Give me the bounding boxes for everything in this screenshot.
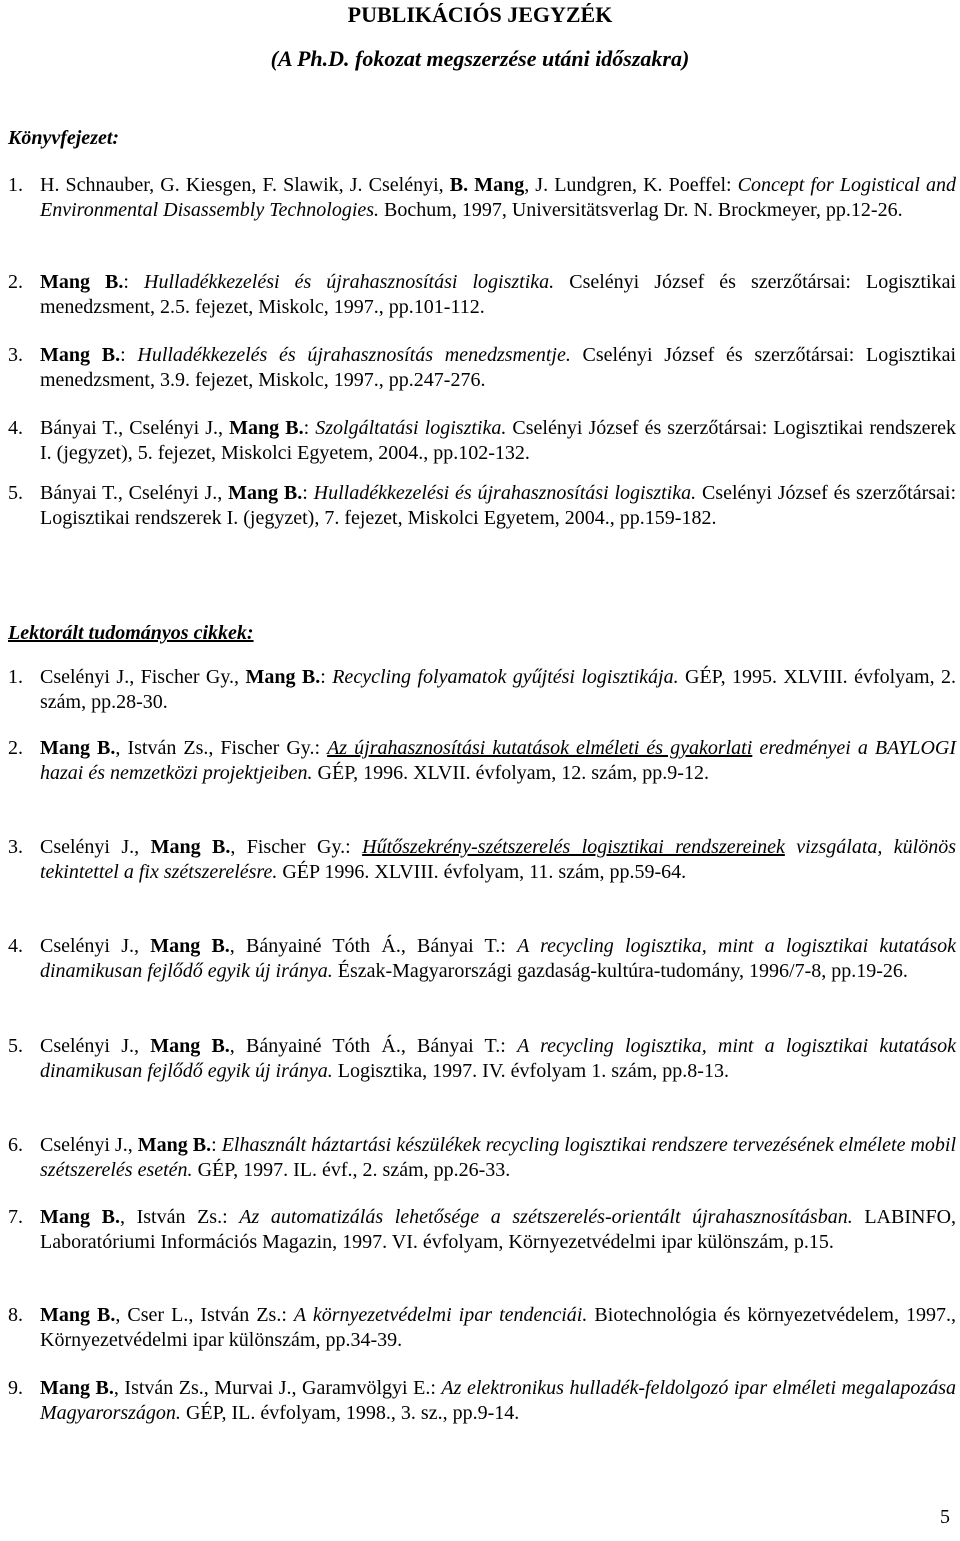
- citation-text: Cselényi József és szerzőtársai: Logisztikai rendszerek I. (jegyzet), 5. fejezet, Miskolci Egyetem, 2004., pp.102-132.: [40, 417, 957, 464]
- citation-text: :: [211, 1134, 222, 1156]
- author-name: Mang B.: [137, 1134, 212, 1156]
- citation-text: Cselényi József és szerzőtársai: Logisztikai menedzsment, 2.5. fejezet, Miskolc, 1997., pp.101-112.: [40, 271, 956, 318]
- citation-text: :: [303, 417, 316, 439]
- item-citation: [40, 1034, 956, 1083]
- publication-title: Concept for Logistical and Environmental Disassembly Technologies.: [40, 174, 956, 221]
- item-number: 8.: [8, 1304, 23, 1326]
- item-number: 1.: [8, 666, 23, 688]
- author-name: Mang B.: [40, 1304, 116, 1326]
- publication-title: Hulladékkezelési és újrahasznosítási logisztika.: [144, 271, 555, 293]
- author-name: Mang B.: [150, 935, 230, 957]
- citation-text: , Fischer Gy.:: [230, 836, 363, 858]
- publication-title: A recycling logisztika, mint a logisztikai kutatások dinamikusan fejlődő egyik új iránya.: [40, 935, 956, 982]
- publication-title: Hulladékkezelési és újrahasznosítási logisztika.: [313, 482, 697, 504]
- publication-title: vizsgálata, különös tekintettel a fix szétszerelésre.: [40, 836, 956, 883]
- citation-text: GÉP 1996. XLVIII. évfolyam, 11. szám, pp.59-64.: [277, 860, 687, 883]
- citation-text: H. Schnauber, G. Kiesgen, F. Slawik, J. Cselényi,: [40, 174, 450, 196]
- author-name: Mang B.: [229, 417, 304, 439]
- citation-text: , Cser L., István Zs.:: [115, 1304, 294, 1326]
- citation-text: Észak-Magyarországi gazdaság-kultúra-tudomány, 1996/7-8, pp.19-26.: [332, 959, 908, 982]
- article-item: [8, 835, 956, 884]
- book-chapter-item: [8, 481, 956, 530]
- item-number: 4.: [8, 417, 23, 439]
- citation-text: Cselényi József és szerzőtársai: Logisztikai rendszerek I. (jegyzet), 7. fejezet, Miskolci Egyetem, 2004., pp.159-182.: [40, 482, 957, 529]
- item-number: 6.: [8, 1134, 23, 1156]
- author-name: Mang B.: [228, 482, 303, 504]
- item-citation: [40, 1376, 956, 1425]
- citation-text: , István Zs.:: [119, 1206, 240, 1228]
- item-citation: [40, 665, 956, 714]
- citation-text: [785, 836, 796, 858]
- publication-title: A környezetvédelmi ipar tendenciái.: [293, 1304, 588, 1326]
- article-item: [8, 665, 956, 714]
- page-title: PUBLIKÁCIÓS JEGYZÉK: [347, 2, 613, 27]
- section-heading-book-chapters: Könyvfejezet:: [8, 127, 120, 149]
- article-item: [8, 1133, 956, 1182]
- citation-text: Cselényi J.,: [40, 1134, 138, 1156]
- author-name: Mang B.: [245, 666, 321, 688]
- citation-text: , J. Lundgren, K. Poeffel:: [524, 174, 738, 196]
- citation-text: Biotechnológia és környezetvédelem, 1997., Környezetvédelmi ipar különszám, pp.34-39.: [40, 1304, 956, 1351]
- item-citation: [40, 1205, 956, 1254]
- publication-title: Szolgáltatási logisztika.: [315, 417, 507, 439]
- item-citation: [40, 934, 956, 983]
- citation-text: Cselényi József és szerzőtársai: Logisztikai menedzsment, 3.9. fejezet, Miskolc, 1997., pp.247-276.: [40, 344, 957, 391]
- citation-text: Logisztika, 1997. IV. évfolyam 1. szám, pp.8-13.: [332, 1059, 729, 1082]
- author-name: Mang B.: [40, 737, 116, 759]
- book-chapter-item: [8, 270, 956, 319]
- item-number: 2.: [8, 271, 23, 293]
- citation-text: Bányai T., Cselényi J.,: [40, 482, 229, 504]
- publication-title: Az újrahasznosítási kutatások elméleti és gyakorlati: [327, 737, 753, 759]
- citation-text: Cselényi J.,: [40, 836, 151, 858]
- article-item: [8, 1376, 956, 1425]
- citation-text: , István Zs., Murvai J., Garamvölgyi E.:: [113, 1377, 442, 1399]
- item-citation: [40, 1303, 956, 1352]
- publication-title: Elhasznált háztartási készülékek recycling logisztikai rendszere tervezésének elmélete mobil szétszerelés esetén.: [40, 1134, 957, 1181]
- article-item: [8, 1205, 956, 1254]
- item-citation: [40, 343, 956, 392]
- item-citation: [40, 416, 956, 465]
- book-chapter-item: [8, 173, 956, 222]
- article-item: [8, 1303, 956, 1352]
- item-citation: [40, 736, 956, 785]
- author-name: Mang B.: [150, 836, 231, 858]
- citation-text: , Bányainé Tóth Á., Bányai T.:: [229, 935, 518, 957]
- citation-text: , Bányainé Tóth Á., Bányai T.:: [229, 1035, 518, 1057]
- article-item: [8, 934, 956, 983]
- page-number: 5: [940, 1506, 950, 1528]
- item-number: 3.: [8, 836, 23, 858]
- author-name: Mang B.: [40, 344, 121, 366]
- page-subtitle: (A Ph.D. fokozat megszerzése utáni időszakra): [270, 46, 690, 71]
- item-citation: [40, 173, 956, 222]
- item-number: 3.: [8, 344, 23, 366]
- publication-title: Az automatizálás lehetősége a szétszerelés-orientált újrahasznosításban.: [239, 1206, 853, 1228]
- citation-text: GÉP, 1997. IL. évf., 2. szám, pp.26-33.: [192, 1158, 511, 1181]
- item-citation: [40, 1133, 956, 1182]
- item-number: 9.: [8, 1377, 23, 1399]
- citation-text: GÉP, 1996. XLVII. évfolyam, 12. szám, pp.9-12.: [312, 761, 709, 784]
- publication-title: Az elektronikus hulladék-feldolgozó ipar elméleti megalapozása Magyarországon.: [40, 1377, 957, 1424]
- item-number: 5.: [8, 1035, 23, 1057]
- section-heading-peer-reviewed-articles: Lektorált tudományos cikkek:: [8, 622, 254, 644]
- citation-text: GÉP, 1995. XLVIII. évfolyam, 2. szám, pp.28-30.: [40, 666, 957, 713]
- author-name: B. Mang: [449, 174, 525, 196]
- item-number: 1.: [8, 174, 23, 196]
- publication-title: Recycling folyamatok gyűjtési logisztikája.: [332, 666, 679, 688]
- item-number: 7.: [8, 1206, 23, 1228]
- citation-text: Cselényi J.,: [40, 935, 151, 957]
- book-chapter-item: [8, 343, 956, 392]
- citation-text: Cselényi J.,: [40, 1035, 151, 1057]
- item-number: 2.: [8, 737, 23, 759]
- author-name: Mang B.: [40, 1377, 114, 1399]
- citation-text: , István Zs., Fischer Gy.:: [115, 737, 328, 759]
- author-name: Mang B.: [40, 271, 124, 293]
- publication-title: Hűtőszekrény-szétszerelés logisztikai rendszereinek: [362, 836, 785, 858]
- publication-title: A recycling logisztika, mint a logisztikai kutatások dinamikusan fejlődő egyik új iránya.: [40, 1035, 956, 1082]
- citation-text: :: [320, 666, 333, 688]
- citation-text: :: [123, 271, 145, 293]
- publication-title: eredményei a BAYLOGI hazai és nemzetközi projektjeiben.: [40, 737, 956, 784]
- item-number: 5.: [8, 482, 23, 504]
- citation-text: Bochum, 1997, Universitätsverlag Dr. N. Brockmeyer, pp.12-26.: [379, 198, 903, 221]
- publication-title: Hulladékkezelés és újrahasznosítás menedzsmentje.: [137, 344, 571, 366]
- author-name: Mang B.: [150, 1035, 230, 1057]
- citation-text: Bányai T., Cselényi J.,: [40, 417, 230, 439]
- item-citation: [40, 835, 956, 884]
- citation-text: :: [120, 344, 138, 366]
- citation-text: GÉP, IL. évfolyam, 1998., 3. sz., pp.9-14.: [180, 1401, 520, 1424]
- citation-text: LABINFO, Laboratóriumi Információs Magazin, 1997. VI. évfolyam, Környezetvédelmi ipar különszám, p.15.: [40, 1206, 957, 1253]
- item-citation: [40, 270, 956, 319]
- item-citation: [40, 481, 956, 530]
- article-item: [8, 1034, 956, 1083]
- item-number: 4.: [8, 935, 23, 957]
- book-chapter-item: [8, 416, 956, 465]
- citation-text: :: [302, 482, 314, 504]
- citation-text: Cselényi J., Fischer Gy.,: [40, 666, 246, 688]
- author-name: Mang B.: [40, 1206, 120, 1228]
- article-item: [8, 736, 956, 785]
